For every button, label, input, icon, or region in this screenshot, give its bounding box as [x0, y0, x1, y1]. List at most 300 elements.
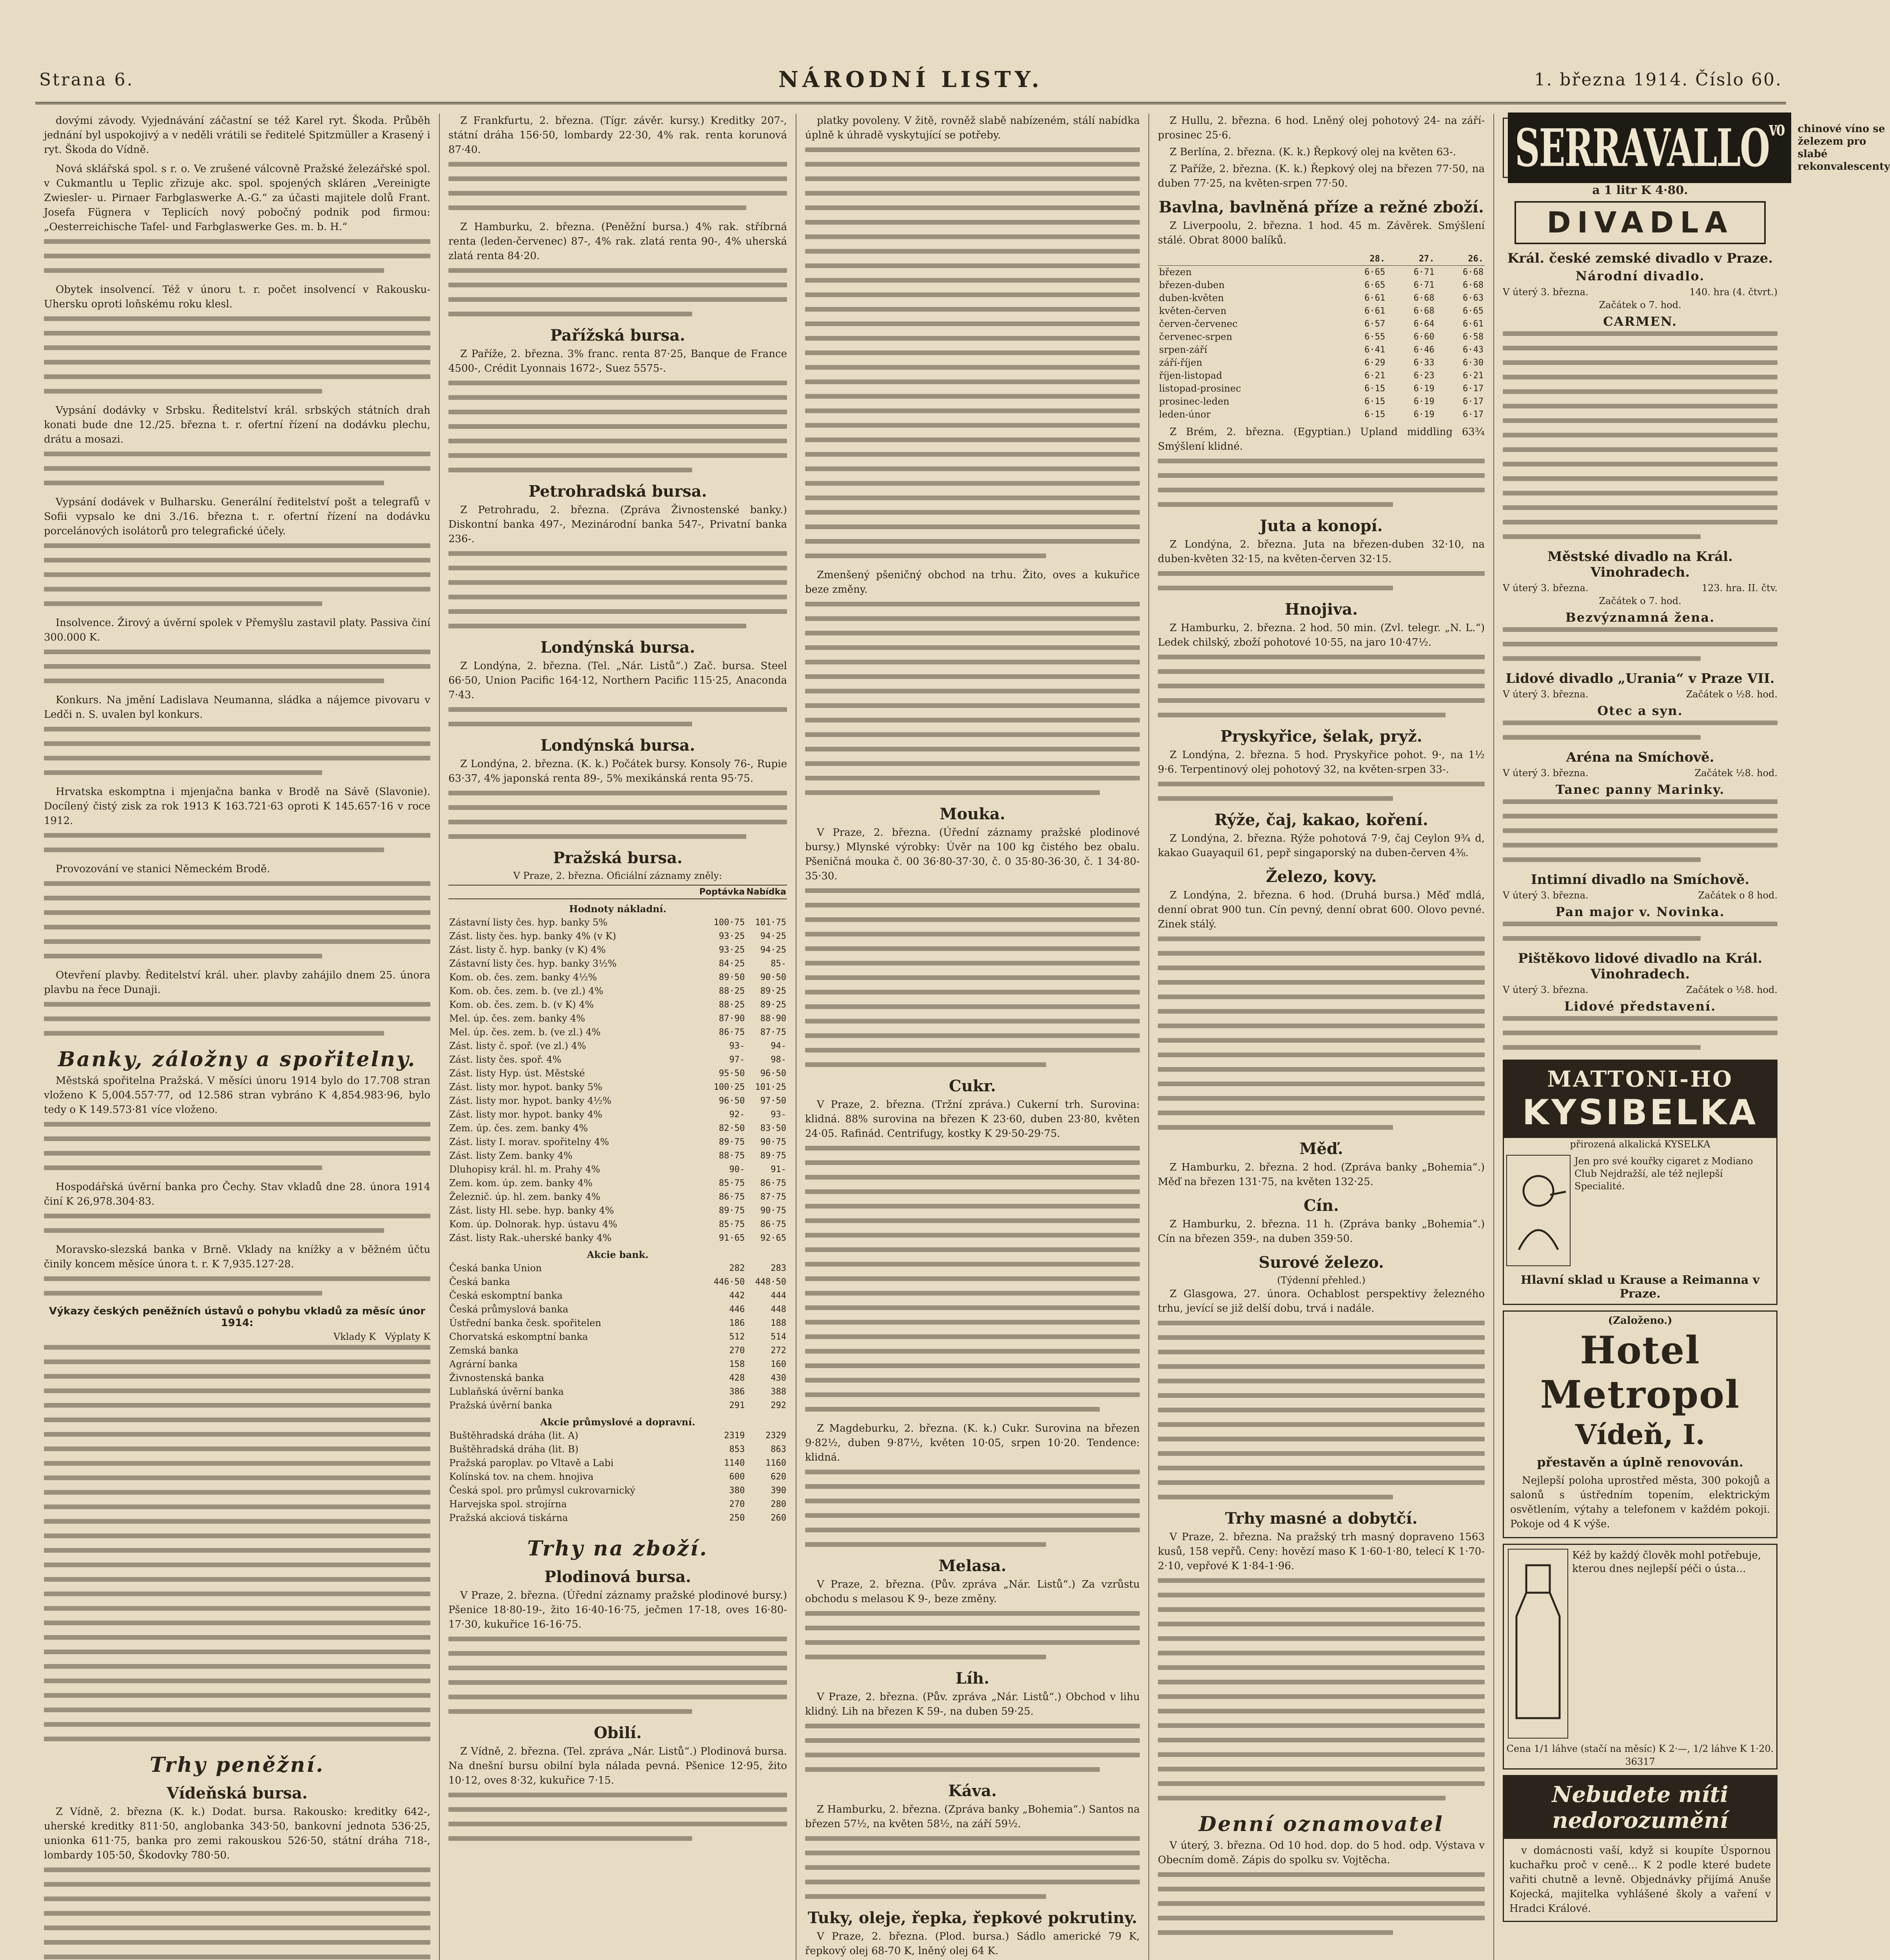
table-row	[1158, 305, 1485, 318]
article-paragraph: Z Londýna, 2. března. Juta na březen-duben 32·10, na duben-květen 32·15, na květen-červen 32·15.	[1158, 539, 1485, 565]
table-row	[448, 1429, 787, 1443]
hotel-description: Nejlepší poloha uprostřed města, 300 pokojů a salonů s ústředním topením, elektrickým osvětlením, výtahy a telefonem v každém pokoji. Pokoje od 4 K výše.	[1510, 1475, 1770, 1530]
table-row	[448, 1204, 787, 1218]
article-paragraph: platky povoleny. V žitě, rovněž slabě nabízeném, stálí nabídka úplně k úhradě vyskytující se potřeby.	[805, 115, 1140, 141]
row-value: 6·15	[1364, 410, 1386, 419]
article-paragraph: V Praze, 2. března. (Úřední záznamy pražské plodinové bursy.) Pšenice 18·80-19-, žito 16·40-16·75, ječmen 17-18, oves 16·80-17·30, kukuřice 16-16·75.	[448, 1590, 787, 1630]
text-block	[44, 1214, 430, 1233]
row-value: 89·75	[760, 1151, 786, 1161]
ad-price: a 1 litr K 4·80.	[1592, 183, 1688, 197]
text-block	[1503, 922, 1778, 941]
column-4	[1148, 114, 1493, 1960]
column-header: 26.	[1436, 252, 1485, 266]
row-value: 280	[771, 1499, 786, 1509]
table-row	[448, 1122, 787, 1135]
row-value: 863	[771, 1445, 786, 1454]
row-value: 6·15	[1364, 397, 1386, 407]
table-row	[448, 1190, 787, 1204]
article-paragraph: V Praze, 2. března. (Plod. bursa.) Sádlo americké 79 K, řepkový olej 68-70 K, lněný olej 64 K.	[805, 1931, 1140, 1957]
text-block	[805, 1724, 1140, 1772]
kuchařka-ad	[1503, 1775, 1778, 1922]
table-row	[448, 971, 787, 984]
quotes-table	[448, 885, 787, 1525]
row-value: 6·46	[1413, 345, 1435, 355]
row-value: 90·75	[760, 1206, 786, 1216]
row-label: Zást. listy čes. hyp. banky 4% (v K)	[449, 931, 616, 942]
article-paragraph: Z Vídně, 2. března (K. k.) Dodat. bursa. Rakousko: kreditky 642-, uherské kreditky 811·50, anglobanka 343·50, bankovní jednota 536·25, unionka 611·75, banka pro zemi rakouskou 526·50, státní dráha 718-, lombardy 105·50, Škodovky 780·50.	[44, 1806, 430, 1861]
theatre-name: Aréna na Smíchově.	[1566, 750, 1714, 765]
table-row	[448, 1511, 787, 1525]
row-value: 90·50	[760, 973, 786, 982]
text-block	[1158, 459, 1485, 507]
row-label: Buštěhradská dráha (lit. B)	[449, 1444, 579, 1455]
row-label: Česká průmyslová banka	[449, 1304, 568, 1315]
row-label: duben-květen	[1159, 292, 1224, 303]
row-value: 92·65	[760, 1233, 786, 1243]
row-value: 6·61	[1364, 306, 1386, 316]
row-value: 620	[771, 1472, 786, 1482]
table-row	[448, 1484, 787, 1497]
text-block	[1158, 571, 1485, 590]
row-label: Zástavní listy čes. hyp. banky 5%	[449, 917, 608, 928]
article-paragraph: Z Paříže, 2. března. (K. k.) Řepkový olej na březen 77·50, na duben 77·25, na květen-srpen 77·50.	[1158, 163, 1485, 189]
smoker-icon	[1507, 1167, 1570, 1254]
table-row	[1158, 330, 1485, 343]
article-paragraph: Z Londýna, 2. března. 6 hod. (Druhá bursa.) Měď mdlá, denní obrat 900 tun. Cín pevný, denní obrat 600. Olovo pevné. Zinek stálý.	[1158, 889, 1485, 930]
row-label: Železnič. úp. hl. zem. banky 4%	[449, 1191, 600, 1202]
row-value: 98-	[771, 1055, 786, 1065]
row-value: 88·90	[760, 1014, 786, 1024]
table-row	[448, 957, 787, 971]
theatre-name: Pištěkovo lidové divadlo na Král. Vinohradech.	[1518, 951, 1763, 982]
odol-bottle-illustration	[1508, 1549, 1568, 1739]
text-block	[44, 452, 430, 485]
table-body	[448, 1245, 787, 1412]
row-value: 6·65	[1364, 267, 1386, 277]
table-row	[448, 1025, 787, 1039]
subsection-heading: Londýnská bursa.	[540, 736, 695, 755]
article-paragraph: Z Glasgowa, 27. února. Ochablost perspektivy železného trhu, jevící se již delší dobu, trvá i nadále.	[1158, 1288, 1485, 1314]
subsection-heading: Pražská bursa.	[553, 849, 683, 867]
subsection-subheading: (Týdenní přehled.)	[1277, 1275, 1366, 1286]
table-row	[448, 1094, 787, 1108]
row-value: 96·50	[718, 1096, 745, 1106]
row-value: 6·19	[1413, 410, 1435, 419]
row-value: 88·25	[718, 986, 745, 996]
subsection-heading: Obilí.	[593, 1724, 642, 1742]
row-value: 6·17	[1463, 397, 1484, 407]
row-value: 188	[771, 1318, 786, 1328]
table-category: Akcie bank.	[587, 1249, 649, 1260]
article-paragraph: Z Berlína, 2. března. (K. k.) Řepkový olej na květen 63-.	[1170, 146, 1456, 158]
row-label: Zást. listy čes. spoř. 4%	[449, 1054, 562, 1065]
article-paragraph: Z Londýna, 2. března. (Tel. „Nár. Listů“.) Zač. bursa. Steel 66·50, Union Pacific 164·12, Northern Pacific 115·25, Anaconda 7·43.	[448, 660, 787, 701]
subsection-heading: Plodinová bursa.	[544, 1568, 691, 1586]
subsection-subheading: V Praze, 2. března. Oficiální záznamy zněly:	[513, 870, 722, 881]
table-row	[1158, 408, 1485, 421]
row-value: 6·63	[1463, 293, 1484, 303]
text-block	[1158, 655, 1485, 717]
subsection-heading: Londýnská bursa.	[540, 638, 695, 657]
row-label: Zástavní listy čes. hyp. banky 3½%	[449, 958, 617, 969]
table-row	[448, 1303, 787, 1316]
article-paragraph: V Praze, 2. března. (Pův. zpráva „Nár. Listů“.) Obchod v lihu klidný. Lih na březen K 59-, na duben 59·25.	[805, 1691, 1140, 1717]
columns	[35, 114, 1890, 1960]
text-block	[805, 1470, 1140, 1547]
article-paragraph: Hrvatska eskomptna i mjenjačna banka v Brodě na Sávě (Slavonie). Docílený čistý zisk za rok 1913 K 163.721·63 oproti K 145.657·16 v roce 1912.	[44, 786, 430, 827]
section-heading: Denní oznamovatel	[1199, 1812, 1444, 1836]
row-value: 430	[771, 1373, 786, 1383]
theatre-name: Král. české zemské divadlo v Praze.	[1507, 250, 1773, 266]
table-row	[448, 1357, 787, 1371]
text-block	[448, 162, 787, 210]
text-block	[44, 650, 430, 683]
article-paragraph: Z Hamburku, 2. března. 11 h. (Zpráva banky „Bohemia“.) Cín na březen 359-, na duben 359·50.	[1158, 1218, 1485, 1245]
table-row	[448, 1399, 787, 1412]
odol-body	[1504, 1545, 1776, 1742]
table-row	[448, 1456, 787, 1470]
odol-code: 36317	[1625, 1756, 1655, 1767]
row-value: 270	[729, 1499, 745, 1509]
table-row	[448, 1039, 787, 1053]
article-paragraph: Z Magdeburku, 2. března. (K. k.) Cukr. Surovina na březen 9·82½, duben 9·87½, květen 10·05, srpen 10·20. Tendence: klidná.	[805, 1423, 1140, 1463]
mattoni-ad	[1503, 1060, 1778, 1305]
article-paragraph: Vypsání dodávky v Srbsku. Ředitelství král. srbských státních drah konati bude dne 12./25. března t. r. ofertní řízení na dodávku plechu, drátu a mosazi.	[44, 405, 430, 445]
subsection-heading: Melasa.	[938, 1557, 1007, 1575]
text-block	[1503, 1016, 1778, 1050]
mattoni-banner	[1504, 1061, 1776, 1138]
row-value: 6·71	[1413, 280, 1435, 290]
subsection-heading: Mouka.	[940, 805, 1005, 823]
table-row	[1158, 343, 1485, 356]
table-header	[44, 1330, 430, 1343]
subsection-heading: Pryskyřice, šelak, pryž.	[1220, 727, 1422, 746]
odol-text: Kéž by každý člověk mohl potřebuje, kterou dnes nejlepší péči o ústa...	[1572, 1550, 1761, 1575]
row-value: 87·90	[718, 1014, 745, 1024]
subsection-heading: Cukr.	[949, 1077, 996, 1095]
serravallo-ad	[1503, 117, 1890, 178]
column-header: Vklady K	[333, 1331, 376, 1342]
table-row	[448, 1261, 787, 1275]
cotton-quotes-table	[1158, 252, 1485, 421]
article-paragraph: Z Hamburku, 2. března. (Zpráva banky „Bohemia“.) Santos na březen 57½, na květen 58½, na září 59½.	[805, 1804, 1140, 1830]
article-paragraph: V Praze, 2. března. (Tržní zpráva.) Cukerní trh. Surovina: klidná. 88% surovina na březen K 23·60, duben 23·80, květen 24·05. Rafinád. Centrifugy, kostky K 29·50-29·75.	[805, 1099, 1140, 1140]
show-title: Bezvýznamná žena.	[1565, 610, 1715, 625]
show-title: Lidové představení.	[1564, 999, 1716, 1014]
row-value: 6·19	[1413, 397, 1435, 407]
theatre-name: Intimní divadlo na Smíchově.	[1531, 872, 1750, 887]
text-block	[44, 1345, 430, 1741]
row-label: Zást. listy mor. hypot. banky 5%	[449, 1082, 602, 1093]
bottle-icon	[1509, 1561, 1567, 1726]
row-label: Kolínská tov. na chem. hnojiva	[449, 1471, 594, 1482]
table-row	[448, 943, 787, 957]
show-title: Otec a syn.	[1597, 703, 1683, 718]
text-block	[44, 316, 430, 394]
row-value: 92-	[729, 1110, 745, 1120]
row-value: 90-	[729, 1165, 745, 1174]
text-block	[44, 1276, 430, 1296]
column-header	[448, 885, 698, 899]
article-paragraph: Z Paříže, 2. března. 3% franc. renta 87·25, Banque de France 4500-, Crédit Lyonnais 1672-, Suez 5575-.	[448, 348, 787, 374]
table-row	[448, 1275, 787, 1289]
theatre-name: Městské divadlo na Král. Vinohradech.	[1547, 549, 1733, 580]
row-label: květen-červen	[1159, 305, 1227, 316]
row-value: 6·30	[1463, 358, 1484, 368]
table-row	[1158, 279, 1485, 292]
show-start: Začátek o 7. hod.	[1599, 595, 1681, 606]
text-block	[805, 1611, 1140, 1659]
theatre-name: Lidové divadlo „Urania“ v Praze VII.	[1505, 671, 1775, 686]
subsection-heading: Trhy masné a dobytčí.	[1225, 1509, 1418, 1528]
row-value: 1160	[765, 1458, 786, 1468]
row-value: 428	[729, 1373, 745, 1383]
show-row: V úterý 3. března. Začátek ½8. hod.	[1503, 768, 1778, 779]
row-value: 83·50	[760, 1123, 786, 1133]
text-block	[44, 881, 430, 958]
row-value: 6·23	[1413, 371, 1435, 381]
newspaper-title: NÁRODNÍ LISTY.	[778, 67, 1043, 93]
article-paragraph: V Praze, 2. března. (Úřední záznamy pražské plodinové bursy.) Mlynské výrobky: Úvěr na 100 kg čistého bez obalu. Pšeničná mouka č. 00 36·80-37·30, č. 0 35·80-36·30, č. 1 34·80-35·30.	[805, 827, 1140, 882]
row-value: 448	[771, 1305, 786, 1314]
row-value: 95·50	[718, 1069, 745, 1078]
article-paragraph: Vypsání dodávek v Bulharsku. Generální ředitelství pošt a telegrafů v Sofii vypsalo ke dni 3./16. března t. r. ofertní řízení na dodávku porcelánových isolátorů pro telegrafické účely.	[44, 496, 430, 537]
row-label: Mel. úp. čes. zem. b. (ve zl.) 4%	[449, 1027, 601, 1038]
row-label: Buštěhradská dráha (lit. A)	[449, 1430, 579, 1441]
serravallo-logo: $SERRAVALLO^{vo}$	[1508, 113, 1791, 183]
row-value: 90·75	[760, 1137, 786, 1147]
article-paragraph: Městská spořitelna Pražská. V měsíci únoru 1914 bylo do 17.708 stran vloženo K 5,004.557·77, od 12.586 stran vybráno K 4,854.983·96, bylo tedy o K 149.573·81 více vloženo.	[44, 1075, 430, 1116]
table-row	[448, 1289, 787, 1303]
row-value: 6·17	[1463, 384, 1484, 394]
row-value: 6·58	[1463, 332, 1484, 342]
row-value: 6·68	[1463, 280, 1484, 290]
row-value: 283	[771, 1263, 786, 1273]
row-value: 380	[729, 1486, 745, 1495]
text-block	[1503, 627, 1778, 661]
row-value: 6·15	[1364, 384, 1386, 394]
row-value: 6·19	[1413, 384, 1435, 394]
subsection-heading: Výkazy českých peněžních ústavů o pohybu vkladů za měsíc únor 1914:	[49, 1305, 426, 1329]
table-row	[448, 1371, 787, 1385]
row-value: 101·75	[755, 918, 786, 927]
table-row	[448, 1176, 787, 1190]
text-block	[805, 1836, 1140, 1899]
article-paragraph: Moravsko-slezská banka v Brně. Vklady na knížky a v běžném účtu činily koncem měsíce února t. r. K 7,935.127·28.	[44, 1244, 430, 1270]
text-block	[1158, 936, 1485, 1130]
show-row: V úterý 3. března. Začátek o 8 hod.	[1503, 890, 1778, 901]
row-value: 444	[771, 1291, 786, 1301]
subsection-heading: Bavlna, bavlněná příze a režné zboží.	[1159, 198, 1484, 216]
table-row	[448, 1135, 787, 1149]
section-heading: Trhy peněžní.	[150, 1753, 325, 1777]
article-paragraph: Z Brém, 2. března. (Egyptian.) Upland middling 63¾ Smýšlení klidné.	[1158, 426, 1485, 452]
article-paragraph: Z Frankfurtu, 2. března. (Tígr. závěr. kursy.) Kreditky 207-, státní dráha 156·50, lombardy 22·30, 4% rak. renta korunová 87·40.	[448, 115, 787, 156]
article-paragraph: Z Vídně, 2. března. (Tel. zpráva „Nár. Listů“.) Plodinová bursa. Na dnešní bursu obilní byla nálada pevná. Pšenice 12·95, žito 10·12, oves 8·32, kukuřice 7·15.	[448, 1746, 787, 1786]
row-value: 270	[729, 1346, 745, 1356]
article-paragraph: Z Hullu, 2. března. 6 hod. Lněný olej pohotový 24- na září-prosinec 25·6.	[1158, 115, 1485, 141]
row-value: 512	[729, 1332, 745, 1342]
row-label: Zást. listy mor. hypot. banky 4%	[449, 1109, 602, 1120]
column-header: 28.	[1337, 252, 1386, 266]
hotel-sub: přestavěn a úplně renovován.	[1537, 1455, 1743, 1470]
text-block	[1158, 1321, 1485, 1499]
subsection-heading: Tuky, oleje, řepka, řepkové pokrutiny.	[807, 1909, 1137, 1927]
hotel-metropol-ad	[1503, 1310, 1778, 1538]
row-value: 6·71	[1413, 267, 1435, 277]
row-label: Agrární banka	[449, 1359, 518, 1370]
show-title: Pan major v. Novinka.	[1555, 904, 1725, 919]
row-label: Česká banka Union	[449, 1263, 542, 1274]
odol-price: Cena 1/1 láhve (stačí na měsíc) K 2·—, 1/2 láhve K 1·20.	[1506, 1743, 1774, 1754]
row-value: 6·21	[1364, 371, 1386, 381]
row-label: Ústřední banka česk. spořitelen	[449, 1318, 601, 1328]
show-row: V úterý 3. března. Začátek o ½8. hod.	[1503, 984, 1778, 995]
subsection-heading: Káva.	[948, 1782, 997, 1800]
article-paragraph: Obytek insolvencí. Též v únoru t. r. počet insolvencí v Rakousku-Uhersku oproti loňskému roku klesl.	[44, 284, 430, 310]
row-value: 853	[729, 1445, 745, 1454]
row-value: 85·75	[718, 1220, 745, 1229]
article-paragraph: Z Londýna, 2. března. (K. k.) Počátek bursy. Konsoly 76-, Rupie 63·37, 4% japonská renta 89-, 5% mexikánská renta 95·75.	[448, 758, 787, 784]
article-paragraph: Z Liverpoolu, 2. března. 1 hod. 45 m. Závěrek. Smýšlení stálé. Obrat 8000 balíků.	[1158, 220, 1485, 246]
kuchařka-text: v domácnosti vaší, když si koupíte Úspornou kuchařku proč v ceně... K 2 podle které budete vařiti chutně a levně. Objednávky přijímá Anuše Kojecká, majitelka vyhlášené školy a vaření v Hradci Králové.	[1509, 1845, 1771, 1915]
text-block	[805, 888, 1140, 1067]
row-label: Zást. listy Zem. banky 4%	[449, 1150, 573, 1161]
row-value: 514	[771, 1332, 786, 1342]
table-row	[448, 1149, 787, 1163]
text-block	[1158, 782, 1485, 801]
row-label: prosinec-leden	[1159, 396, 1230, 407]
row-label: Zást. listy Hyp. úst. Městské	[449, 1068, 585, 1079]
text-block	[805, 602, 1140, 795]
masthead	[35, 59, 1786, 104]
table-row	[448, 1497, 787, 1511]
modiano-text: Jen pro své kouřky cigaret z Modiano Club Nejdražší, ale též nejlepší Specialité.	[1574, 1156, 1753, 1192]
row-value: 186	[729, 1318, 745, 1328]
row-value: 6·64	[1413, 319, 1435, 329]
row-value: 88·75	[718, 1151, 745, 1161]
table-row	[1158, 266, 1485, 279]
table-body	[448, 899, 787, 1245]
row-value: 97-	[729, 1055, 745, 1065]
row-label: Česká eskomptní banka	[449, 1290, 563, 1301]
row-value: 91-	[771, 1165, 786, 1174]
row-value: 85-	[771, 959, 786, 969]
subsection-heading: Líh.	[955, 1669, 990, 1688]
row-value: 6·60	[1413, 332, 1435, 342]
row-value: 97·50	[760, 1096, 786, 1106]
row-value: 1140	[724, 1458, 745, 1468]
article-paragraph: Z Londýna, 2. března. 5 hod. Pryskyřice pohot. 9·, na 1½ 9·6. Terpentinový olej pohotový 32, na květen-srpen 33-.	[1158, 749, 1485, 775]
mattoni-brand: MATTONI-HO	[1547, 1066, 1733, 1092]
row-value: 292	[771, 1401, 786, 1410]
row-value: 250	[729, 1513, 745, 1523]
row-value: 85·75	[718, 1178, 745, 1188]
row-value: 6·61	[1364, 293, 1386, 303]
row-value: 6·65	[1463, 306, 1484, 316]
row-label: Mel. úp. čes. zem. banky 4%	[449, 1013, 585, 1024]
row-value: 282	[729, 1263, 745, 1273]
row-value: 89·75	[718, 1137, 745, 1147]
table-row	[448, 1443, 787, 1456]
row-value: 6·65	[1364, 280, 1386, 290]
row-value: 87·75	[760, 1192, 786, 1202]
table-row	[448, 1385, 787, 1399]
row-value: 6·57	[1364, 319, 1386, 329]
text-block	[1503, 720, 1778, 740]
row-value: 93-	[729, 1041, 745, 1051]
text-block	[448, 1793, 787, 1841]
subsection-heading: Pařížská bursa.	[550, 326, 686, 345]
row-value: 94·25	[760, 931, 786, 941]
theatres-title: DIVADLA	[1515, 201, 1766, 244]
subsection-heading: Petrohradská bursa.	[528, 482, 707, 501]
row-value: 88·25	[718, 1000, 745, 1010]
table-row	[448, 1053, 787, 1067]
section-heading: Trhy na zboží.	[527, 1537, 708, 1561]
row-label: Harvejska spol. strojírna	[449, 1499, 567, 1510]
article-paragraph: Nová sklářská spol. s r. o. Ve zrušené válcovně Pražské železářské spol. v Cukmantlu u Teplic zřizuje akc. spol. spojených skláren „Vereinigte Zwiesler- u. Pirnaer Farbglaswerke A.-G.“ za účasti majitele dolů Frant. Josefa Fügnera v Teplicích nový pobočný podnik pod firmou: „Oesterreichische Tafel- und Farbglaswerke Ges. m. b. H.“	[44, 163, 430, 233]
table-row	[448, 1470, 787, 1484]
row-value: 386	[729, 1387, 745, 1397]
show-row: V úterý 3. března. 140. hra (4. čtvrt.)	[1503, 287, 1778, 298]
hotel-name: Hotel Metropol	[1540, 1328, 1740, 1417]
row-value: 89·50	[718, 973, 745, 982]
text-block	[448, 551, 787, 628]
row-label: Zást. listy č. hyp. banky (v K) 4%	[449, 944, 606, 955]
text-block	[1158, 1872, 1485, 1935]
table-row	[448, 1067, 787, 1080]
table-row	[448, 1231, 787, 1245]
row-value: 2319	[724, 1431, 745, 1441]
article-paragraph: V Praze, 2. března. (Pův. zpráva „Nár. Listů“.) Za vzrůstu obchodu s melasou K 9-, beze změny.	[805, 1579, 1140, 1605]
row-value: 446·50	[713, 1277, 745, 1287]
row-label: Zást. listy č. spoř. (ve zl.) 4%	[449, 1040, 586, 1051]
table-body	[448, 1412, 787, 1525]
row-label: září-říjen	[1159, 357, 1203, 368]
row-label: Zem. kom. úp. zem. banky 4%	[449, 1178, 593, 1189]
row-value: 6·68	[1413, 306, 1435, 316]
subsection-heading: Železo, kovy.	[1266, 867, 1377, 886]
table-row	[448, 998, 787, 1012]
row-value: 6·33	[1413, 358, 1435, 368]
table-body	[1158, 266, 1485, 421]
text-block	[448, 707, 787, 726]
row-value: 160	[771, 1359, 786, 1369]
text-block	[44, 1867, 430, 1960]
text-block	[1503, 331, 1778, 539]
section-heading: Banky, záložny a spořitelny.	[58, 1047, 417, 1071]
table-row	[1158, 292, 1485, 305]
column-header	[1158, 252, 1337, 266]
row-label: srpen-září	[1159, 344, 1208, 355]
article-paragraph: Z Petrohradu, 2. března. (Zpráva Živnostenské banky.) Diskontní banka 497-, Mezinárodní banka 547-, Privatní banka 236-.	[448, 504, 787, 545]
article-paragraph: Z Hamburku, 2. března. (Peněžní bursa.) 4% rak. stříbrná renta (leden-červenec) 87-, 4% rak. zlatá renta 90-, 4% uherská zlatá renta 84·20.	[448, 221, 787, 262]
row-label: červenec-srpen	[1159, 331, 1232, 342]
row-value: 89·75	[718, 1206, 745, 1216]
page-number: Strana 6.	[39, 70, 134, 90]
row-value: 101·25	[755, 1082, 786, 1092]
row-label: říjen-listopad	[1159, 370, 1223, 381]
row-value: 6·29	[1364, 358, 1386, 368]
row-value: 93·25	[718, 931, 745, 941]
column-header: Poptávka	[698, 885, 745, 899]
table-row	[448, 1012, 787, 1025]
row-value: 6·68	[1463, 267, 1484, 277]
table-row	[1158, 382, 1485, 395]
row-label: leden-únor	[1159, 409, 1211, 420]
row-label: Kom. úp. Dolnorak. hyp. ústavu 4%	[449, 1219, 617, 1230]
